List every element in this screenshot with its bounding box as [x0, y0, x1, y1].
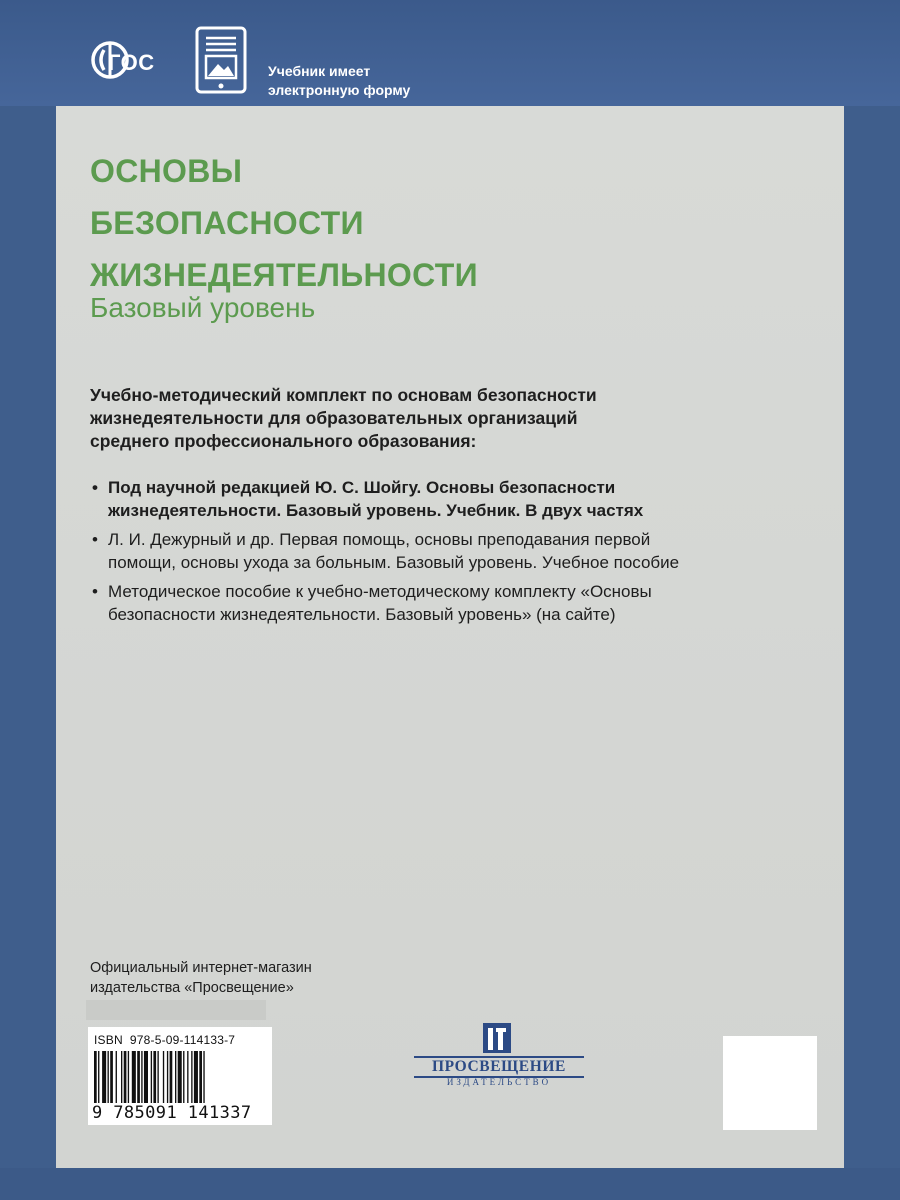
barcode-bar — [163, 1051, 164, 1103]
barcode-bar — [194, 1051, 198, 1103]
eform-note-line-2: электронную форму — [268, 82, 411, 98]
barcode-bar — [121, 1051, 122, 1103]
tablet-icon — [194, 26, 248, 94]
barcode-bar — [116, 1051, 117, 1103]
kit-item-line: • Под научной редакцией Ю. С. Шойгу. Основы безопасности — [108, 478, 616, 497]
barcode-bar — [151, 1051, 152, 1103]
kit-item-line: • Л. И. Дежурный и др. Первая помощь, основы преподавания первой — [108, 530, 651, 549]
fgos-logo-text: ГОС — [108, 50, 155, 75]
barcode-bar — [167, 1051, 168, 1103]
kit-intro — [90, 384, 730, 453]
book-title-line-2: БЕЗОПАСНОСТИ — [90, 205, 364, 241]
barcode-bar — [110, 1051, 113, 1103]
barcode-bar — [108, 1051, 109, 1103]
barcode-bar — [187, 1051, 188, 1103]
blank-label-area — [86, 1000, 266, 1020]
kit-list — [92, 476, 772, 632]
kit-list-item — [92, 528, 772, 574]
eform-note-line-1: Учебник имеет — [268, 63, 371, 79]
official-shop-line-2: издательства «Просвещение» — [90, 980, 294, 996]
isbn-barcode — [88, 1027, 272, 1125]
barcode-bar — [178, 1051, 182, 1103]
kit-item-line: • Методическое пособие к учебно-методическому комплекту «Основы — [108, 582, 652, 601]
isbn-label: ISBN — [94, 1033, 123, 1047]
barcode-bar — [157, 1051, 158, 1103]
barcode-bar — [94, 1051, 97, 1103]
kit-list-item — [92, 476, 772, 522]
kit-item-line: жизнедеятельности. Базовый уровень. Учебник. В двух частях — [108, 501, 644, 520]
barcode-bar — [137, 1051, 140, 1103]
barcode-bars — [94, 1051, 266, 1103]
barcode-bar — [203, 1051, 204, 1103]
publisher-name: ПРОСВЕЩЕНИЕ — [432, 1058, 566, 1075]
barcode-bar — [199, 1051, 202, 1103]
official-shop-line-1: Официальный интернет-магазин — [90, 960, 312, 976]
barcode-bar — [183, 1051, 184, 1103]
book-title-line-1: ОСНОВЫ — [90, 153, 243, 189]
book-title-line-3: ЖИЗНЕДЕЯТЕЛЬНОСТИ — [90, 257, 478, 293]
barcode-bar — [153, 1051, 156, 1103]
publisher-subtitle: ИЗДАТЕЛЬСТВО — [446, 1077, 552, 1087]
kit-intro-line-1: Учебно-методический комплект по основам безопасности — [90, 385, 597, 405]
bottom-edge — [0, 1168, 900, 1200]
publisher-emblem-icon — [482, 1022, 512, 1054]
eform-note — [268, 62, 410, 100]
kit-item-line: безопасности жизнедеятельности. Базовый уровень» (на сайте) — [108, 605, 616, 624]
book-subtitle: Базовый уровень — [90, 292, 316, 323]
publisher-logo — [414, 1022, 584, 1088]
kit-item-line: помощи, основы ухода за больным. Базовый уровень. Учебное пособие — [108, 553, 680, 572]
white-sticker — [723, 1036, 817, 1130]
barcode-digits: 9 785091 141337 — [92, 1103, 252, 1123]
isbn-line — [94, 1033, 235, 1047]
barcode-bar — [132, 1051, 136, 1103]
official-shop-note — [90, 958, 312, 998]
barcode-bar — [128, 1051, 129, 1103]
kit-list-item — [92, 580, 772, 626]
barcode-bar — [102, 1051, 106, 1103]
barcode-bar — [191, 1051, 192, 1103]
isbn-value: 978-5-09-114133-7 — [129, 1033, 236, 1047]
barcode-bar — [98, 1051, 99, 1103]
kit-intro-line-3: среднего профессионального образования: — [90, 431, 477, 451]
barcode-bar — [124, 1051, 127, 1103]
barcode-bar — [175, 1051, 176, 1103]
kit-intro-line-2: жизнедеятельности для образовательных организаций — [90, 408, 578, 428]
barcode-bar — [144, 1051, 148, 1103]
barcode-bar — [170, 1051, 173, 1103]
barcode-bar — [141, 1051, 142, 1103]
book-title — [90, 145, 478, 301]
